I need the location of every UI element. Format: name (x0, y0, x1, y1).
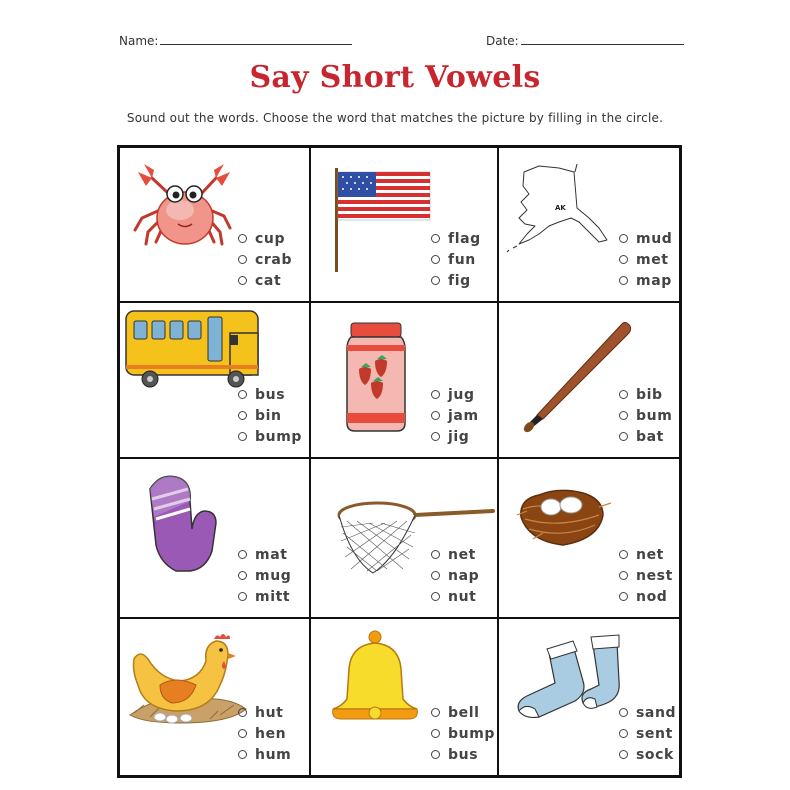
answer-option[interactable] (619, 702, 676, 723)
answer-bubble[interactable] (431, 255, 440, 264)
answer-bubble[interactable] (238, 234, 247, 243)
answer-option[interactable] (431, 744, 495, 765)
answer-bubble[interactable] (431, 432, 440, 441)
answer-bubble[interactable] (619, 750, 628, 759)
answer-word: fun (448, 251, 476, 268)
answer-word: bell (448, 704, 480, 721)
answer-word: bump (448, 725, 495, 742)
answer-option[interactable] (238, 723, 291, 744)
socks-icon (499, 619, 629, 729)
answer-word: net (636, 546, 664, 563)
answer-word: hum (255, 746, 292, 763)
answer-options (431, 702, 495, 765)
answer-option[interactable] (619, 565, 673, 586)
item-cell (120, 619, 311, 775)
answer-bubble[interactable] (431, 729, 440, 738)
answer-bubble[interactable] (238, 729, 247, 738)
answer-options (431, 228, 481, 291)
answer-option[interactable] (619, 426, 672, 447)
date-blank[interactable] (521, 43, 684, 45)
answer-options (431, 384, 479, 447)
answer-bubble[interactable] (431, 411, 440, 420)
answer-word: sent (636, 725, 673, 742)
answer-bubble[interactable] (431, 571, 440, 580)
answer-option[interactable] (431, 723, 495, 744)
crab-icon (120, 148, 240, 258)
answer-word: jam (448, 407, 479, 424)
answer-bubble[interactable] (619, 729, 628, 738)
answer-bubble[interactable] (619, 432, 628, 441)
answer-bubble[interactable] (619, 592, 628, 601)
answer-word: bum (636, 407, 673, 424)
answer-option[interactable] (431, 384, 479, 405)
answer-options (238, 702, 291, 765)
answer-options (238, 384, 302, 447)
answer-option[interactable] (238, 544, 291, 565)
answer-options (619, 544, 673, 607)
map-label: AK (555, 204, 566, 212)
answer-bubble[interactable] (619, 255, 628, 264)
answer-bubble[interactable] (431, 550, 440, 559)
date-label: Date: (486, 34, 519, 48)
answer-option[interactable] (238, 249, 292, 270)
item-cell (499, 459, 679, 619)
item-cell (120, 303, 311, 459)
answer-word: net (448, 546, 476, 563)
instructions: Sound out the words. Choose the word that matches the picture by filling in the circle. (126, 111, 664, 125)
answer-option[interactable] (619, 270, 672, 291)
answer-option[interactable] (431, 702, 495, 723)
answer-bubble[interactable] (431, 276, 440, 285)
answer-word: crab (255, 251, 293, 268)
answer-option[interactable] (431, 228, 481, 249)
answer-option[interactable] (619, 405, 672, 426)
name-blank[interactable] (160, 43, 352, 45)
answer-option[interactable] (431, 405, 479, 426)
answer-word: fig (448, 272, 471, 289)
answer-bubble[interactable] (619, 571, 628, 580)
item-cell (120, 459, 311, 619)
answer-word: mud (636, 230, 673, 247)
mitt-icon (120, 459, 240, 589)
jam-jar-icon (311, 303, 431, 443)
answer-bubble[interactable] (238, 708, 247, 717)
answer-option[interactable] (431, 565, 479, 586)
answer-option[interactable] (238, 744, 291, 765)
answer-option[interactable] (238, 405, 302, 426)
answer-bubble[interactable] (238, 276, 247, 285)
answer-bubble[interactable] (238, 411, 247, 420)
page-title: Say Short Vowels (249, 60, 541, 95)
answer-word: sand (636, 704, 677, 721)
answer-word: jig (448, 428, 470, 445)
answer-word: nap (448, 567, 480, 584)
answer-option[interactable] (619, 586, 673, 607)
item-cell (499, 148, 679, 303)
item-cell (311, 148, 499, 303)
answer-bubble[interactable] (619, 234, 628, 243)
answer-word: nest (636, 567, 673, 584)
answer-bubble[interactable] (619, 390, 628, 399)
answer-word: bus (255, 386, 286, 403)
answer-word: nut (448, 588, 477, 605)
answer-word: cat (255, 272, 282, 289)
answer-word: sock (636, 746, 674, 763)
answer-options (619, 384, 672, 447)
answer-bubble[interactable] (619, 276, 628, 285)
answer-bubble[interactable] (238, 592, 247, 601)
answer-word: flag (448, 230, 481, 247)
answer-word: met (636, 251, 669, 268)
answer-bubble[interactable] (619, 708, 628, 717)
answer-option[interactable] (238, 586, 291, 607)
answer-option[interactable] (431, 544, 479, 565)
answer-option[interactable] (238, 228, 292, 249)
answer-option[interactable] (431, 586, 479, 607)
answer-option[interactable] (619, 744, 676, 765)
bell-icon (311, 619, 431, 729)
answer-options (619, 702, 676, 765)
answer-option[interactable] (238, 565, 291, 586)
answer-option[interactable] (431, 426, 479, 447)
answer-word: nod (636, 588, 668, 605)
answer-word: mug (255, 567, 292, 584)
answer-option[interactable] (619, 228, 672, 249)
answer-bubble[interactable] (238, 571, 247, 580)
answer-bubble[interactable] (431, 390, 440, 399)
answer-bubble[interactable] (431, 708, 440, 717)
item-cell (311, 303, 499, 459)
name-field[interactable] (119, 34, 352, 48)
answer-bubble[interactable] (238, 390, 247, 399)
answer-options (238, 228, 292, 291)
answer-option[interactable] (431, 249, 481, 270)
answer-bubble[interactable] (238, 750, 247, 759)
nest-icon (499, 459, 619, 559)
flag-icon (311, 148, 436, 278)
answer-bubble[interactable] (619, 411, 628, 420)
answer-bubble[interactable] (431, 592, 440, 601)
answer-word: cup (255, 230, 286, 247)
answer-option[interactable] (431, 270, 481, 291)
answer-option[interactable] (238, 426, 302, 447)
map-icon (499, 148, 619, 258)
answer-options (619, 228, 672, 291)
item-cell (311, 459, 499, 619)
answer-word: jug (448, 386, 475, 403)
answer-bubble[interactable] (431, 750, 440, 759)
answer-word: mitt (255, 588, 291, 605)
answer-word: bin (255, 407, 282, 424)
answer-word: bump (255, 428, 302, 445)
answer-options (238, 544, 291, 607)
item-cell (311, 619, 499, 775)
answer-word: bat (636, 428, 664, 445)
answer-word: bib (636, 386, 663, 403)
answer-bubble[interactable] (238, 255, 247, 264)
bus-icon (120, 303, 265, 393)
answer-word: hen (255, 725, 287, 742)
item-cell (499, 303, 679, 459)
answer-bubble[interactable] (619, 550, 628, 559)
hen-icon (120, 619, 250, 729)
answer-option[interactable] (238, 270, 292, 291)
worksheet-grid (117, 145, 682, 778)
answer-options (431, 544, 479, 607)
answer-bubble[interactable] (238, 432, 247, 441)
answer-option[interactable] (238, 384, 302, 405)
item-cell (499, 619, 679, 775)
answer-option[interactable] (619, 723, 676, 744)
answer-word: mat (255, 546, 288, 563)
answer-bubble[interactable] (431, 234, 440, 243)
answer-word: map (636, 272, 672, 289)
answer-option[interactable] (238, 702, 291, 723)
name-label: Name: (119, 34, 159, 48)
answer-option[interactable] (619, 544, 673, 565)
item-cell (120, 148, 311, 303)
answer-word: hut (255, 704, 284, 721)
answer-option[interactable] (619, 384, 672, 405)
date-field[interactable] (486, 34, 684, 48)
answer-bubble[interactable] (238, 550, 247, 559)
answer-option[interactable] (619, 249, 672, 270)
answer-word: bus (448, 746, 479, 763)
